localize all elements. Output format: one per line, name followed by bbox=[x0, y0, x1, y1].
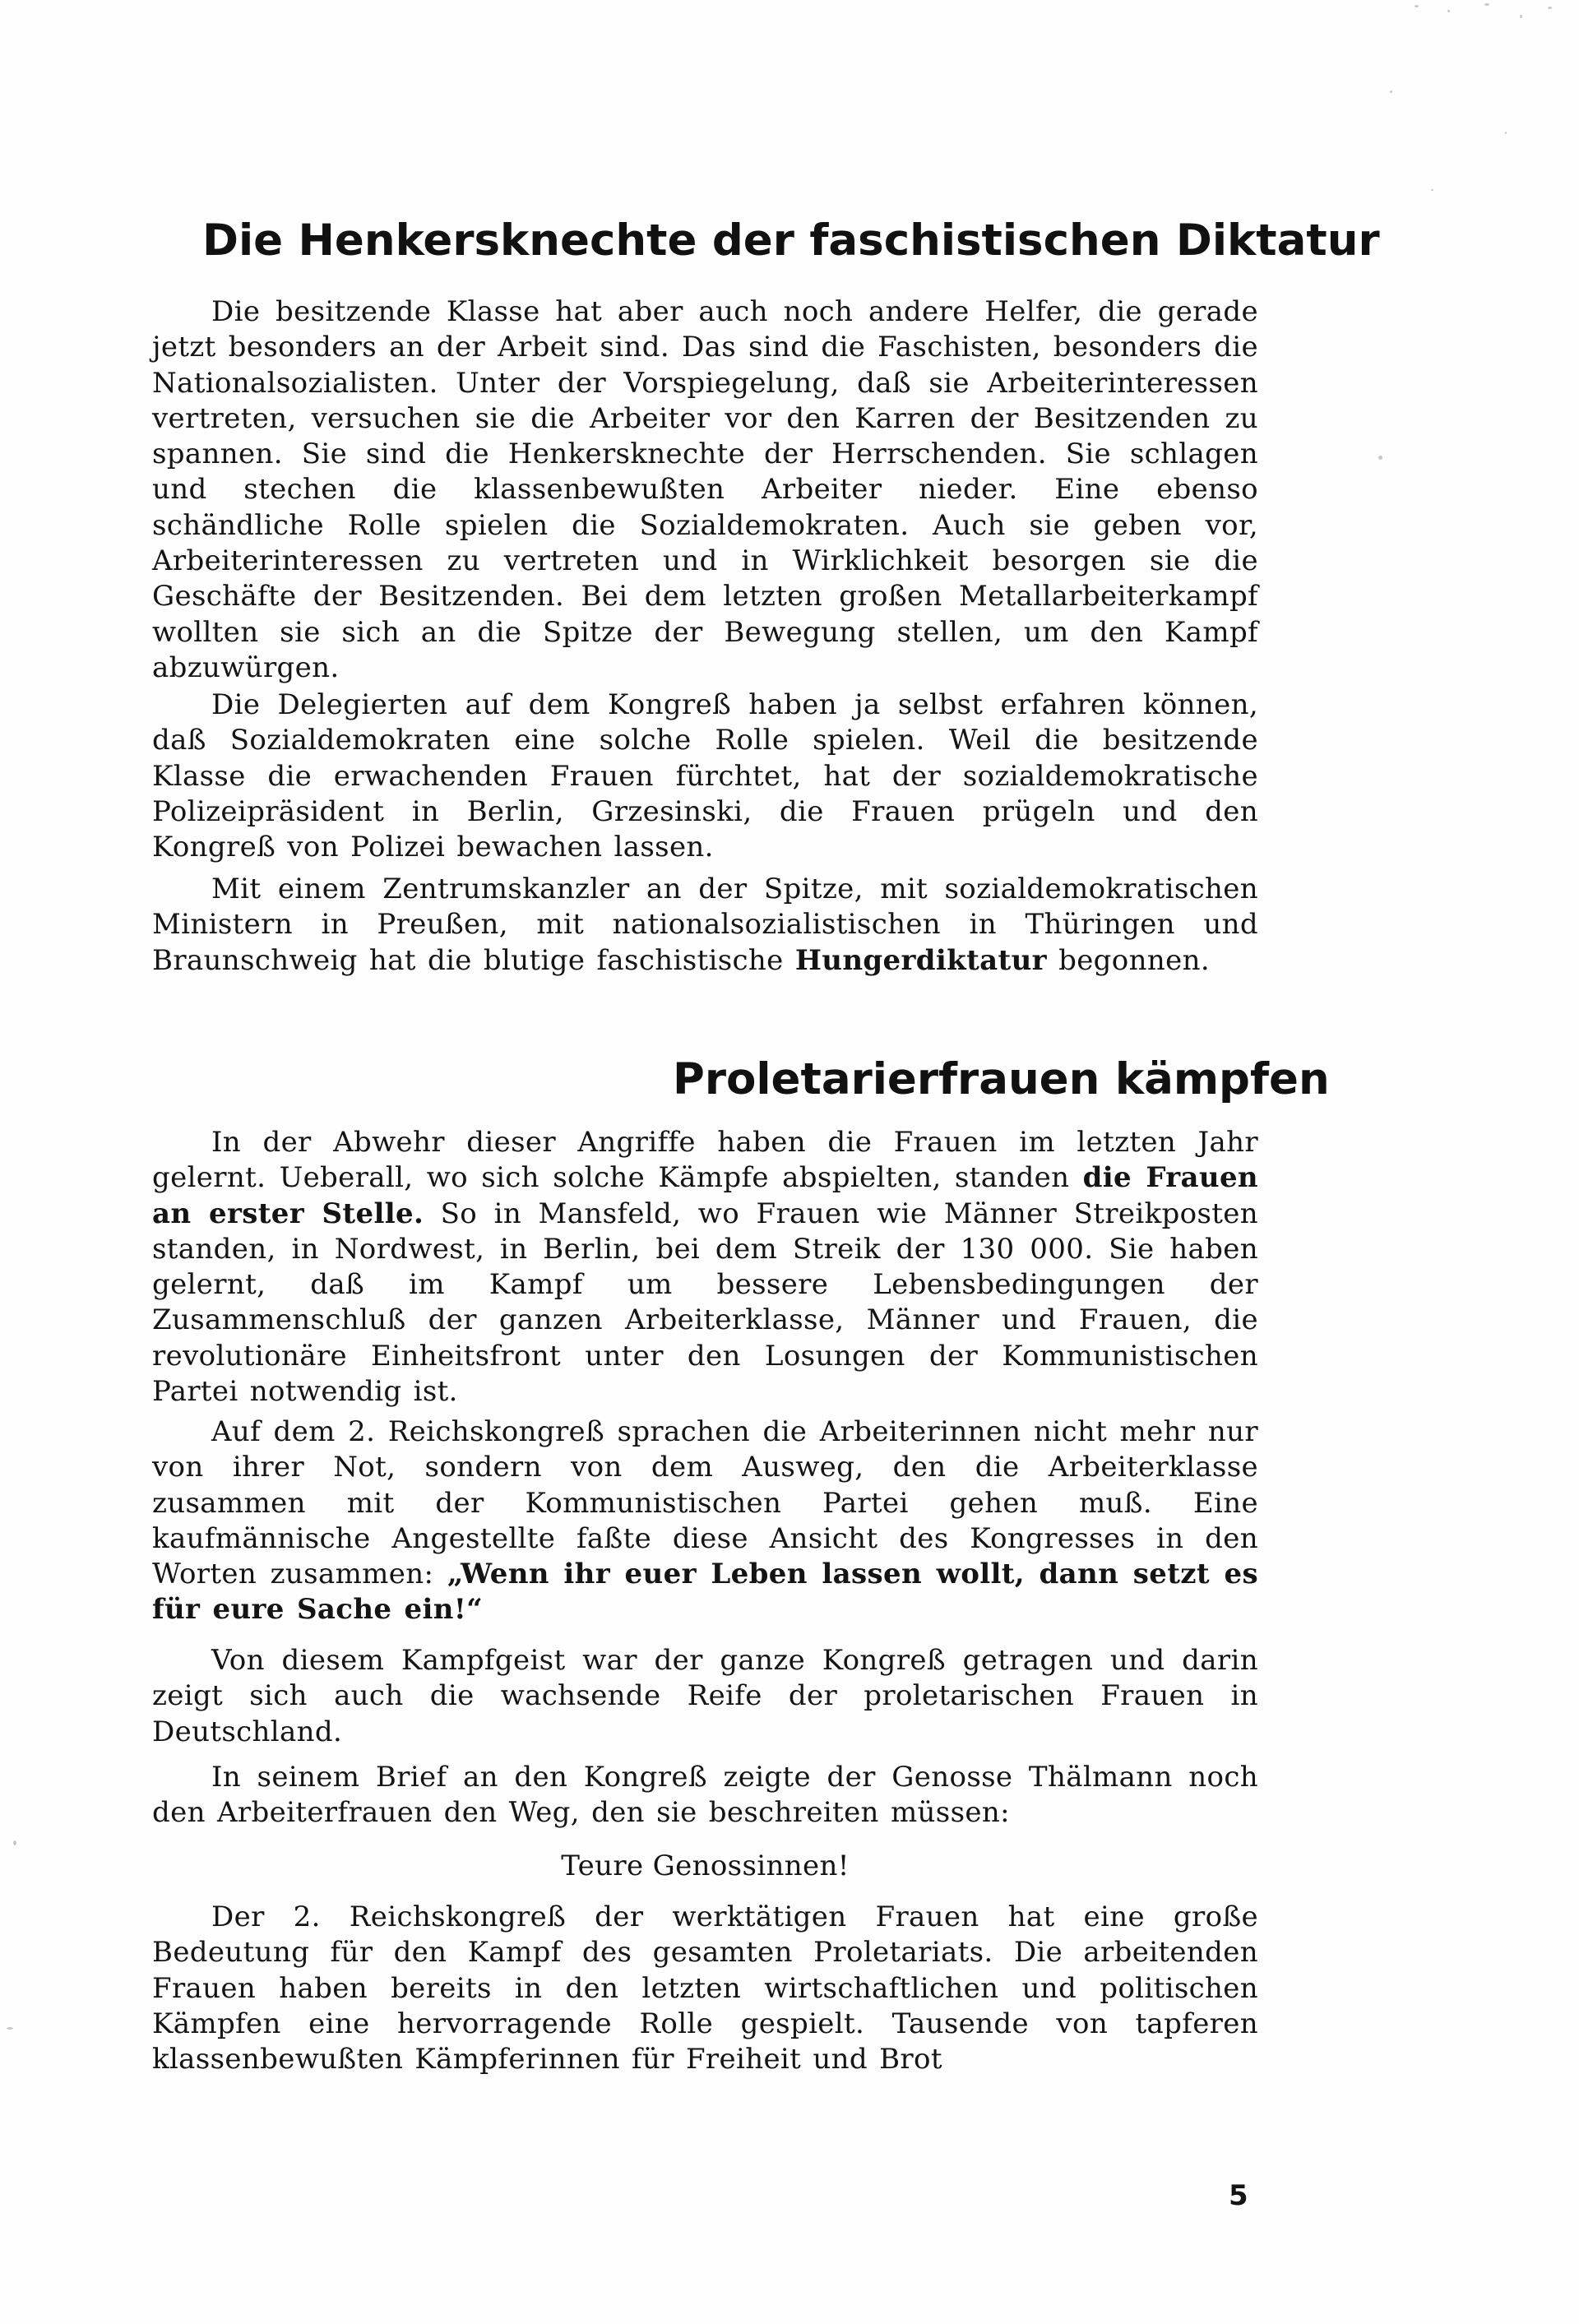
paragraph: Auf dem 2. Reichskongreß sprachen die Arbeiterinnen nicht mehr nur von ihrer Not, sondern von dem Ausweg, den die Arbeiterklasse zusammen mit der Kommunistischen Partei gehen muß. Eine kaufmännische Angestellte faßte diese Ansicht des Kongresses in den Worten zusammen: „Wenn ihr euer Leben lassen wollt, dann setzt es für eure Sache ein!“ bbox=[152, 1415, 1258, 1627]
page-number: 5 bbox=[1229, 2179, 1248, 2212]
letter-paragraph: Der 2. Reichskongreß der werktätigen Frauen hat eine große Bedeutung für den Kampf des gesamten Proletariats. Die arbeitenden Frauen haben bereits in den letzten wirtschaftlichen und politischen Kämpfen eine hervorragende Rolle gespielt. Tausende von tapferen klassenbewußten Kämpferinnen für Freiheit und Brot bbox=[152, 1900, 1258, 2076]
paragraph: Die Delegierten auf dem Kongreß haben ja selbst erfahren können, daß Sozialdemokraten eine solche Rolle spielen. Weil die besitzende Klasse die erwachenden Frauen fürchtet, hat der sozialdemokratische Polizeipräsident in Berlin, Grzesinski, die Frauen prügeln und den Kongreß von Polizei bewachen lassen. bbox=[152, 688, 1258, 864]
paragraph: In der Abwehr dieser Angriffe haben die Frauen im letzten Jahr gelernt. Ueberall, wo sich solche Kämpfe abspielten, standen die Frauen an erster Stelle. So in Mansfeld, wo Frauen wie Männer Streikposten standen, in Nordwest, in Berlin, bei dem Streik der 130 000. Sie haben gelernt, daß im Kampf um bessere Lebensbedingungen der Zusammenschluß der ganzen Arbeiterklasse, Männer und Frauen, die revolutionäre Einheitsfront unter den Losungen der Kommunistischen Partei notwendig ist. bbox=[152, 1126, 1258, 1409]
emphasis-text: die Frauen an erster Stelle. bbox=[152, 1161, 1258, 1230]
emphasis-text: „Wenn ihr euer Leben lassen wollt, dann setzt es für eure Sache ein!“ bbox=[152, 1558, 1258, 1627]
paragraph: In seinem Brief an den Kongreß zeigte der Genosse Thälmann noch den Arbeiterfrauen den Weg, den sie beschreiten müssen: bbox=[152, 1761, 1258, 1830]
paragraph: Von diesem Kampfgeist war der ganze Kongreß getragen und darin zeigt sich auch die wachsende Reife der proletarischen Frauen in Deutschland. bbox=[152, 1644, 1258, 1748]
letter-salutation: Teure Genossinnen! bbox=[561, 1849, 850, 1882]
section-heading-proletarierfrauen: Proletarierfrauen kämpfen bbox=[673, 1054, 1330, 1104]
paragraph: Die besitzende Klasse hat aber auch noch andere Helfer, die gerade jetzt besonders an der Arbeit sind. Das sind die Faschisten, besonders die Nationalsozialisten. Unter der Vorspiegelung, daß sie Arbeiterinteressen vertreten, versuchen sie die Arbeiter vor den Karren der Besitzenden zu spannen. Sie sind die Henkersknechte der Herrschenden. Sie schlagen und stechen die klassenbewußten Arbeiter nieder. Eine ebenso schändliche Rolle spielen die Sozialdemokraten. Auch sie geben vor, Arbeiterinteressen zu vertreten und in Wirklichkeit besorgen sie die Geschäfte der Besitzenden. Bei dem letzten großen Metallarbeiterkampf wollten sie sich an die Spitze der Bewegung stellen, um den Kampf abzuwürgen. bbox=[152, 295, 1258, 684]
paragraph: Mit einem Zentrumskanzler an der Spitze, mit sozialdemokratischen Ministern in Preußen, mit nationalsozialistischen in Thüringen und Braunschweig hat die blutige faschistische Hungerdiktatur begonnen. bbox=[152, 873, 1258, 977]
section-heading-diktatur: Die Henkersknechte der faschistischen Diktatur bbox=[202, 215, 1380, 266]
emphasis-text: Hungerdiktatur bbox=[794, 943, 1047, 977]
